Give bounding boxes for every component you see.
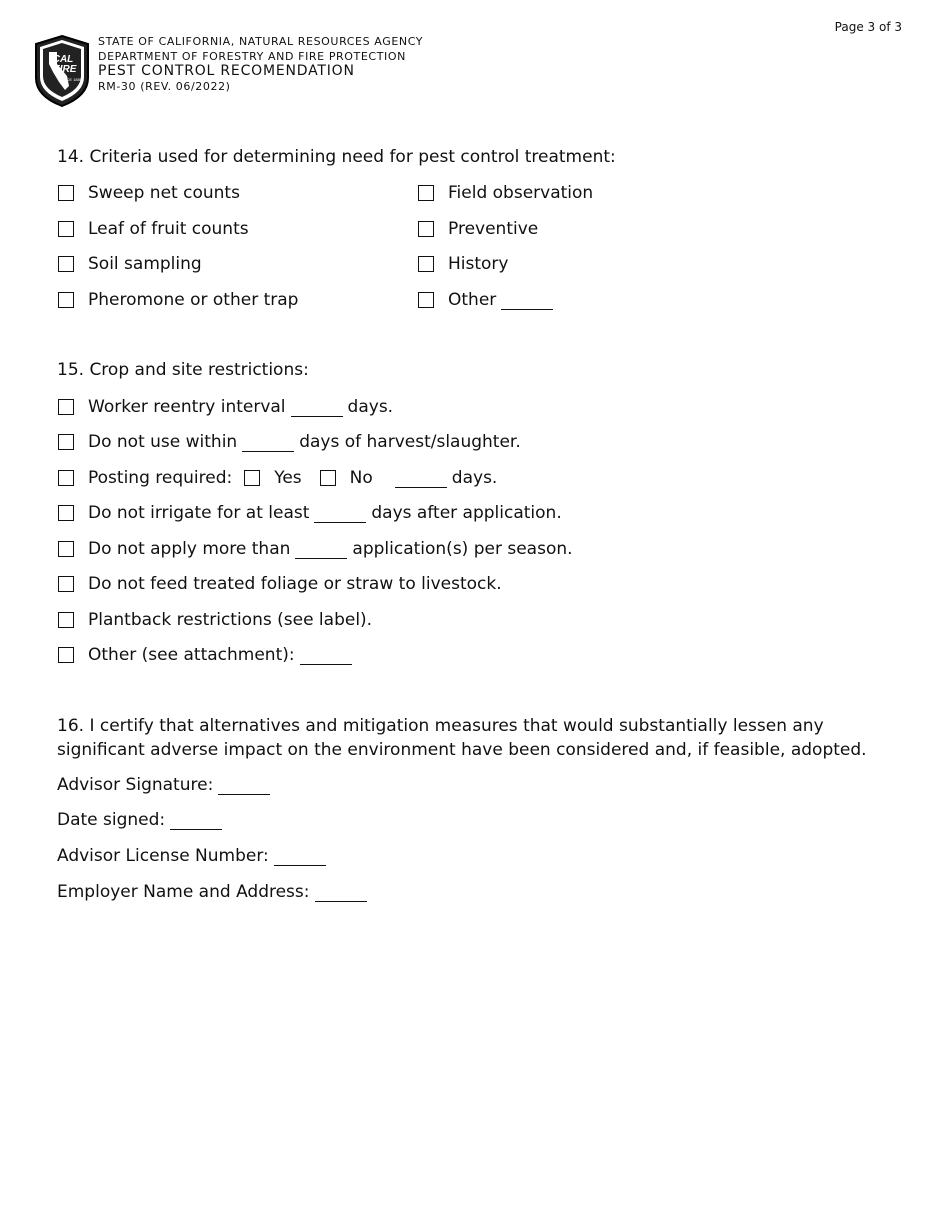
feed-row[interactable]: Do not feed treated foliage or straw to livestock. [58,573,502,595]
criteria-history[interactable]: History [418,253,508,275]
apply-row[interactable]: Do not apply more than application(s) per season. [58,538,573,560]
other-restriction-field[interactable] [300,646,352,665]
certification-text: 16. I certify that alternatives and mitigation measures that would substantially lessen any significant adverse impact on the environment have been considered and, if feasible, adopted. [57,716,867,760]
checkbox[interactable] [418,256,434,272]
logo-bottom-text: FIRE [53,64,77,75]
checkbox[interactable] [58,185,74,201]
other-restriction-row[interactable]: Other (see attachment): [58,644,357,666]
checkbox[interactable] [58,221,74,237]
reentry-days-field[interactable] [291,398,343,417]
logo-top-text: CAL [52,54,74,65]
criteria-sweep-net[interactable]: Sweep net counts [58,182,240,204]
signature-field[interactable] [218,776,270,795]
q15-label: 15. Crop and site restrictions: [57,360,309,380]
criteria-leaf-fruit[interactable]: Leaf of fruit counts [58,218,249,240]
irrigate-days-field[interactable] [314,504,366,523]
posting-row[interactable]: Posting required: Yes No days. [58,467,497,489]
agency-name: STATE OF CALIFORNIA, NATURAL RESOURCES AGENCY [98,35,424,48]
form-header [98,34,423,94]
checkbox[interactable] [58,256,74,272]
irrigate-row[interactable]: Do not irrigate for at least days after application. [58,502,562,524]
employer-field[interactable] [315,883,367,902]
checkbox[interactable] [58,470,74,486]
checkbox[interactable] [58,292,74,308]
checkbox[interactable] [58,576,74,592]
signature-row: Advisor Signature: [57,774,275,796]
page-number: Page 3 of 3 [834,20,902,34]
checkbox[interactable] [418,221,434,237]
cal-fire-logo [33,34,91,108]
form-title: PEST CONTROL RECOMENDATION [98,63,355,79]
other-field[interactable] [501,291,553,310]
department-name: DEPARTMENT OF FORESTRY AND FIRE PROTECTION [98,50,406,63]
applications-field[interactable] [295,540,347,559]
logo-since-text: SINCE 1885 [59,77,83,82]
checkbox[interactable] [418,292,434,308]
checkbox[interactable] [58,505,74,521]
criteria-field-observation[interactable]: Field observation [418,182,593,204]
harvest-row[interactable]: Do not use within days of harvest/slaughter. [58,431,521,453]
license-field[interactable] [274,847,326,866]
checkbox[interactable] [58,541,74,557]
checkbox[interactable] [58,399,74,415]
checkbox[interactable] [58,434,74,450]
worker-reentry-row[interactable]: Worker reentry interval days. [58,396,393,418]
posting-no-checkbox[interactable] [320,470,336,486]
employer-row: Employer Name and Address: [57,881,372,903]
criteria-preventive[interactable]: Preventive [418,218,538,240]
license-row: Advisor License Number: [57,845,331,867]
form-id: RM-30 (REV. 06/2022) [98,80,231,93]
checkbox[interactable] [58,647,74,663]
criteria-pheromone-trap[interactable]: Pheromone or other trap [58,289,298,311]
checkbox[interactable] [58,612,74,628]
posting-days-field[interactable] [395,469,447,488]
q14-label: 14. Criteria used for determining need for pest control treatment: [57,147,616,167]
checkbox[interactable] [418,185,434,201]
criteria-other[interactable]: Other [418,289,558,311]
posting-yes-checkbox[interactable] [244,470,260,486]
date-field[interactable] [170,811,222,830]
date-row: Date signed: [57,809,227,831]
criteria-soil-sampling[interactable]: Soil sampling [58,253,202,275]
harvest-days-field[interactable] [242,433,294,452]
plantback-row[interactable]: Plantback restrictions (see label). [58,609,372,631]
